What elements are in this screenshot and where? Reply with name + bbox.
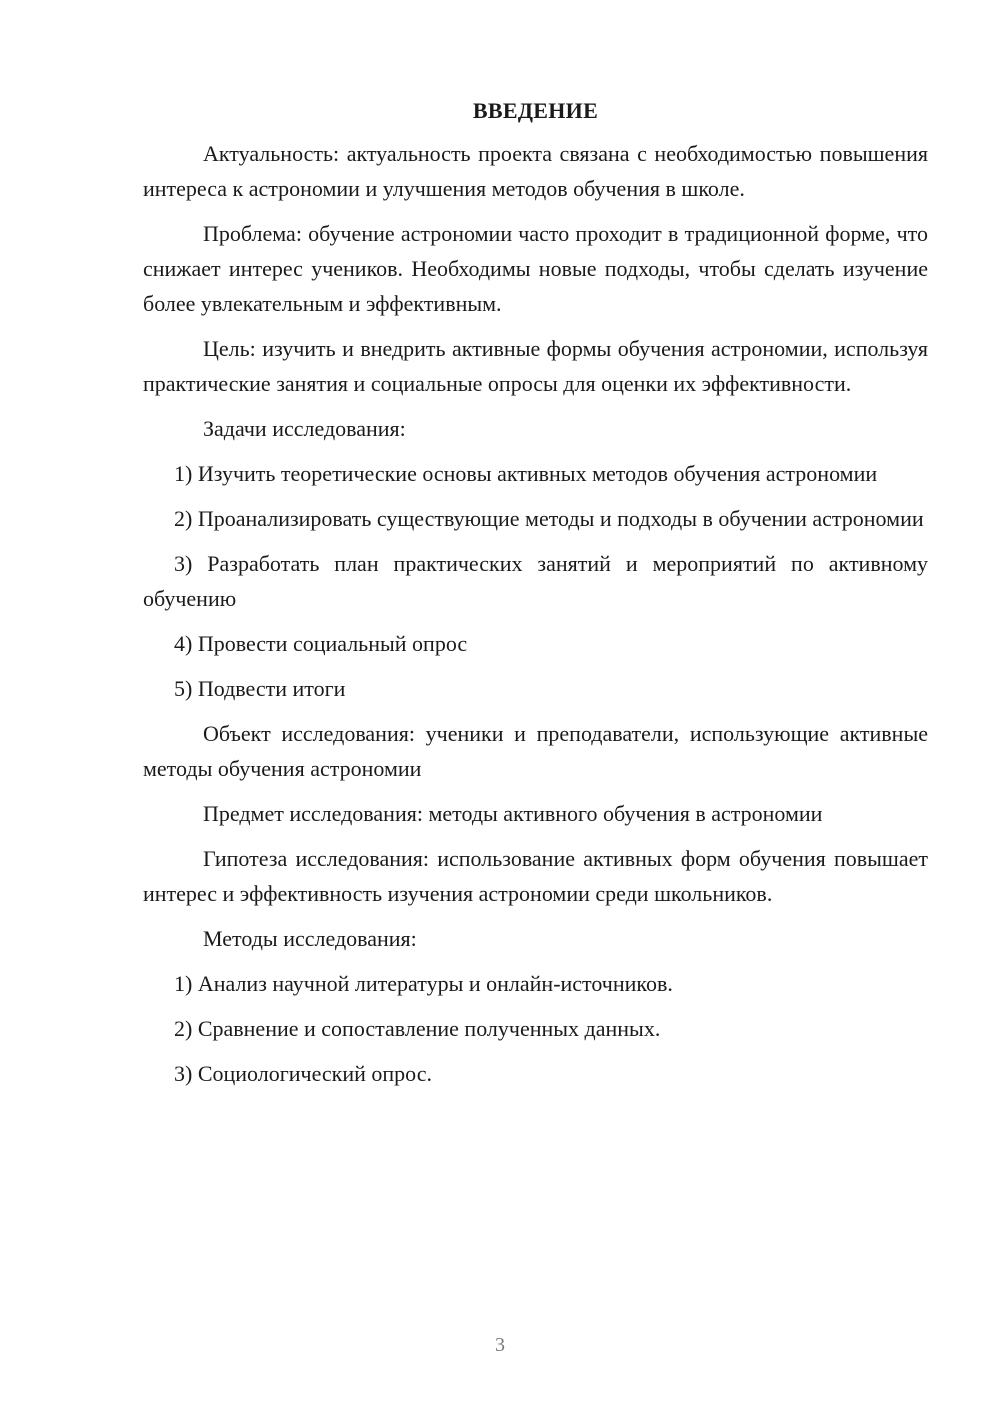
task-item-4: 4) Провести социальный опрос [174, 631, 468, 656]
page-title: ВВЕДЕНИЕ [472, 98, 599, 123]
methods-heading: Методы исследования: [203, 926, 417, 951]
document-page [143, 96, 928, 1091]
task-item-3: 3) Разработать план практических занятий и мероприятий по активному обучению [143, 551, 928, 611]
object-paragraph: Объект исследования: ученики и преподаватели, использующие активные методы обучения астрономии [143, 721, 928, 781]
relevance-paragraph: Актуальность: актуальность проекта связана с необходимостью повышения интереса к астрономии и улучшения методов обучения в школе. [143, 141, 928, 201]
hypothesis-paragraph: Гипотеза исследования: использование активных форм обучения повышает интерес и эффективность изучения астрономии среди школьников. [143, 846, 928, 906]
goal-paragraph: Цель: изучить и внедрить активные формы обучения астрономии, используя практические занятия и социальные опросы для оценки их эффективности. [143, 336, 928, 396]
page-number: 3 [495, 1334, 505, 1356]
task-item-1: 1) Изучить теоретические основы активных методов обучения астрономии [174, 461, 878, 486]
task-item-5: 5) Подвести итоги [174, 676, 346, 701]
method-item-3: 3) Социологический опрос. [174, 1061, 432, 1086]
subject-paragraph: Предмет исследования: методы активного обучения в астрономии [203, 801, 823, 826]
method-item-1: 1) Анализ научной литературы и онлайн-источников. [174, 971, 673, 996]
method-item-2: 2) Сравнение и сопоставление полученных данных. [174, 1016, 661, 1041]
problem-paragraph: Проблема: обучение астрономии часто проходит в традиционной форме, что снижает интерес учеников. Необходимы новые подходы, чтобы сделать изучение более увлекательным и эффективным. [143, 221, 928, 316]
tasks-heading: Задачи исследования: [203, 416, 406, 441]
task-item-2: 2) Проанализировать существующие методы и подходы в обучении астрономии [174, 506, 924, 531]
